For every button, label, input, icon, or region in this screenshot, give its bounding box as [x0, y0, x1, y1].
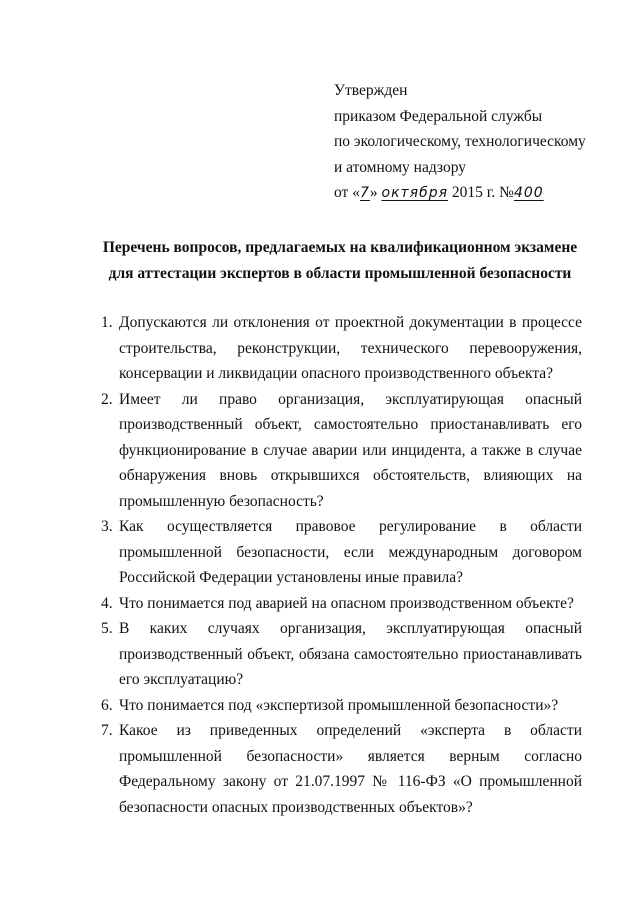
question-text: Как осуществляется правовое регулирование в области промышленной безопасности, если международным договором Российской Федерации установлены иные правила?	[119, 518, 582, 586]
question-number: 3.	[101, 518, 113, 535]
title-line-2: для аттестации экспертов в области промышленной безопасности	[108, 265, 572, 282]
approval-line-4: и атомному надзору	[334, 158, 466, 176]
date-prefix: от «	[334, 184, 360, 201]
question-item	[101, 310, 582, 387]
question-number: 5.	[101, 620, 113, 637]
question-item	[101, 591, 582, 617]
question-list	[101, 310, 582, 820]
question-item	[101, 387, 582, 515]
question-text: Имеет ли право организация, эксплуатирующая опасный производственный объект, самостоятельно приостанавливать его функционирование в случае аварии или инцидента, а также в случае обнаружения вновь открывшихся обстоятельств, влияющих на промышленную безопасность?	[119, 390, 582, 510]
question-number: 6.	[101, 696, 113, 714]
handwritten-month: октября	[381, 185, 449, 201]
question-text: Что понимается под «экспертизой промышленной безопасности»?	[119, 696, 559, 714]
question-number: 1.	[101, 314, 113, 331]
date-mid: »	[369, 184, 378, 201]
approval-block	[334, 78, 624, 207]
question-item	[101, 718, 582, 820]
title-line-1: Перечень вопросов, предлагаемых на квалификационном экзамене	[102, 239, 578, 256]
question-number: 2.	[101, 390, 113, 408]
question-item	[101, 514, 582, 591]
question-text: В каких случаях организация, эксплуатирующая опасный производственный объект, обязана самостоятельно приостанавливать его эксплуатацию?	[119, 620, 582, 688]
question-text: Допускаются ли отклонения от проектной документации в процессе строительства, реконструкции, технического перевооружения, консервации и ликвидации опасного производственного объекта?	[119, 314, 582, 382]
handwritten-day: 7	[359, 185, 370, 201]
approval-date-line	[334, 180, 624, 207]
approval-line-2: приказом Федеральной службы	[334, 107, 543, 125]
question-number: 7.	[101, 722, 113, 739]
document-title	[100, 235, 580, 287]
approval-line-3: по экологическому, технологическому	[334, 133, 586, 150]
approval-line-1: Утвержден	[334, 82, 408, 99]
question-text: Какое из приведенных определений «эксперта в области промышленной безопасности» является верным согласно Федеральному закону от 21.07.1997 № 116-ФЗ «О промышленной безопасности опасных производственных объектов»?	[119, 722, 582, 816]
question-number: 4.	[101, 594, 113, 612]
question-item	[101, 616, 582, 693]
handwritten-order-number: 400	[513, 185, 544, 201]
question-item	[101, 693, 582, 719]
year-text: 2015 г. №	[451, 184, 514, 201]
question-text: Что понимается под аварией на опасном производственном объекте?	[119, 594, 574, 612]
